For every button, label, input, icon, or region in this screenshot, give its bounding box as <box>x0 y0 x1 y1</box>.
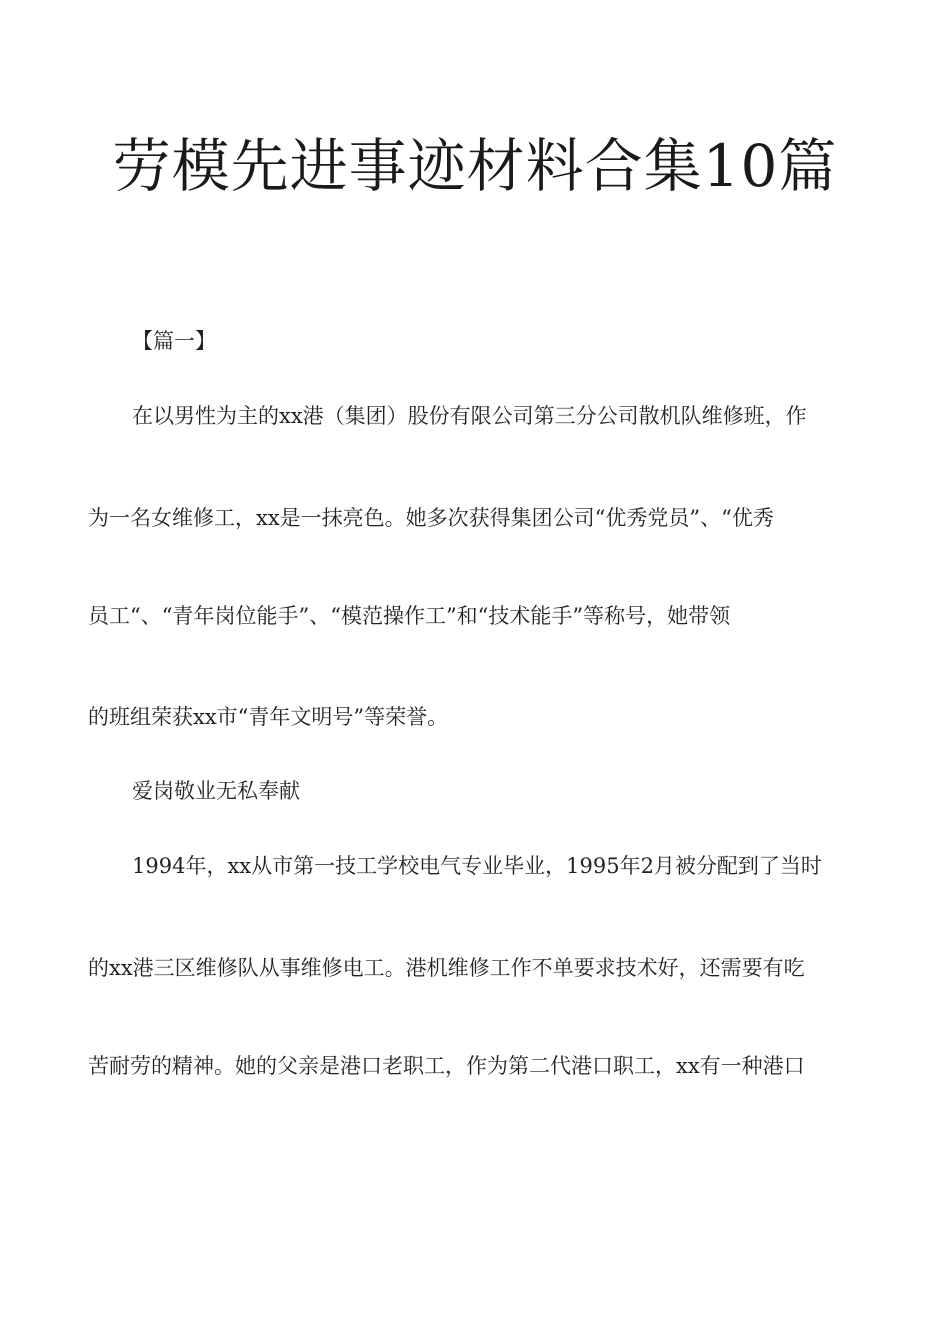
paragraph-1-line-1: 在以男性为主的xx港（集团）股份有限公司第三分公司散机队维修班，作 <box>132 404 807 428</box>
section-heading: 【篇一】 <box>132 329 216 353</box>
paragraph-1-line-3: 员工“、“青年岗位能手”、“模范操作工”和“技术能手”等称号，她带领 <box>88 604 731 628</box>
subheading: 爱岗敬业无私奉献 <box>132 779 300 803</box>
paragraph-2-line-1: 1994年，xx从市第一技工学校电气专业毕业，1995年2月被分配到了当时 <box>132 854 822 878</box>
paragraph-1-line-4: 的班组荣获xx市“青年文明号”等荣誉。 <box>88 705 449 729</box>
paragraph-2-line-3: 苦耐劳的精神。她的父亲是港口老职工，作为第二代港口职工，xx有一种港口 <box>88 1054 805 1078</box>
paragraph-2-line-2: 的xx港三区维修队从事维修电工。港机维修工作不单要求技术好，还需要有吃 <box>88 956 805 980</box>
document-title: 劳模先进事迹材料合集10篇 <box>112 132 838 200</box>
paragraph-1-line-2: 为一名女维修工，xx是一抹亮色。她多次获得集团公司“优秀党员”、“优秀 <box>88 506 774 530</box>
